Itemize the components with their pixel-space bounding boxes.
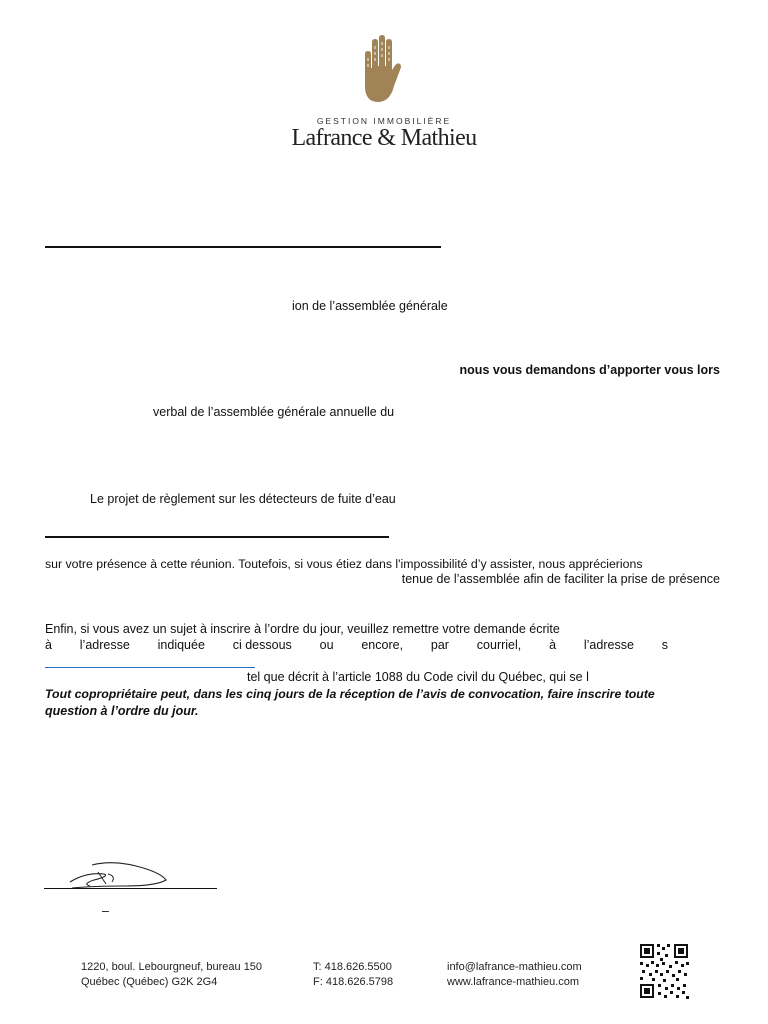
footer-address-1: 1220, boul. Lebourgneuf, bureau 150 [81, 961, 263, 973]
body-line-7: Enfin, si vous avez un sujet à inscrire à l’ordre du jour, veuillez remettre votre demande écrite [45, 622, 560, 636]
word: par [430, 638, 449, 652]
footer-fax: F: 418.626.5798 [313, 976, 394, 988]
quote-line-2: question à l’ordre du jour. [45, 704, 199, 718]
word: s [661, 638, 668, 652]
logo-subtitle: GESTION IMMOBILIÈRE [316, 116, 452, 126]
footer-email[interactable]: info@lafrance-mathieu.com [447, 961, 582, 973]
quote-line-1: Tout copropriétaire peut, dans les cinq jours de la réception de l’avis de convocation, faire inscrire toute [45, 687, 655, 701]
footer-address-2: Québec (Québec) G2K 2G4 [81, 976, 218, 988]
word: encore, [361, 638, 404, 652]
word: ou [319, 638, 334, 652]
hand-buildings-logo-icon [360, 34, 404, 104]
word: courriel, [476, 638, 522, 652]
signature-image [64, 858, 174, 890]
word: à [549, 638, 557, 652]
body-line-1: ion de l’assemblée générale [292, 299, 448, 313]
body-line-5: sur votre présence à cette réunion. Toutefois, si vous étiez dans l'impossibilité d’y assister, nous apprécierions [45, 557, 643, 571]
body-line-8 [45, 637, 668, 653]
word: indiquée [157, 638, 205, 652]
footer-phone: T: 418.626.5500 [313, 961, 392, 973]
header-rule [45, 246, 441, 248]
qr-code-icon[interactable] [638, 940, 690, 1002]
email-link-underline[interactable] [45, 667, 255, 668]
body-line-3: verbal de l’assemblée générale annuelle du [153, 405, 395, 419]
footer-website[interactable]: www.lafrance-mathieu.com [447, 976, 580, 988]
body-line-2: nous vous demandons d’apporter vous lors [459, 363, 720, 377]
section-rule [45, 536, 389, 538]
signature-dash: – [102, 904, 109, 918]
word: l’adresse [583, 638, 634, 652]
word: l’adresse [79, 638, 130, 652]
signature-line [44, 888, 217, 889]
word: ci dessous [232, 638, 292, 652]
body-line-6: tenue de l’assemblée afin de faciliter la prise de présence [401, 572, 720, 586]
logo-company-name: Lafrance & Mathieu [291, 125, 477, 151]
body-line-4: Le projet de règlement sur les détecteurs de fuite d’eau [90, 492, 396, 506]
body-line-9: tel que décrit à l’article 1088 du Code civil du Québec, qui se l [247, 670, 589, 684]
word: à [45, 638, 52, 652]
